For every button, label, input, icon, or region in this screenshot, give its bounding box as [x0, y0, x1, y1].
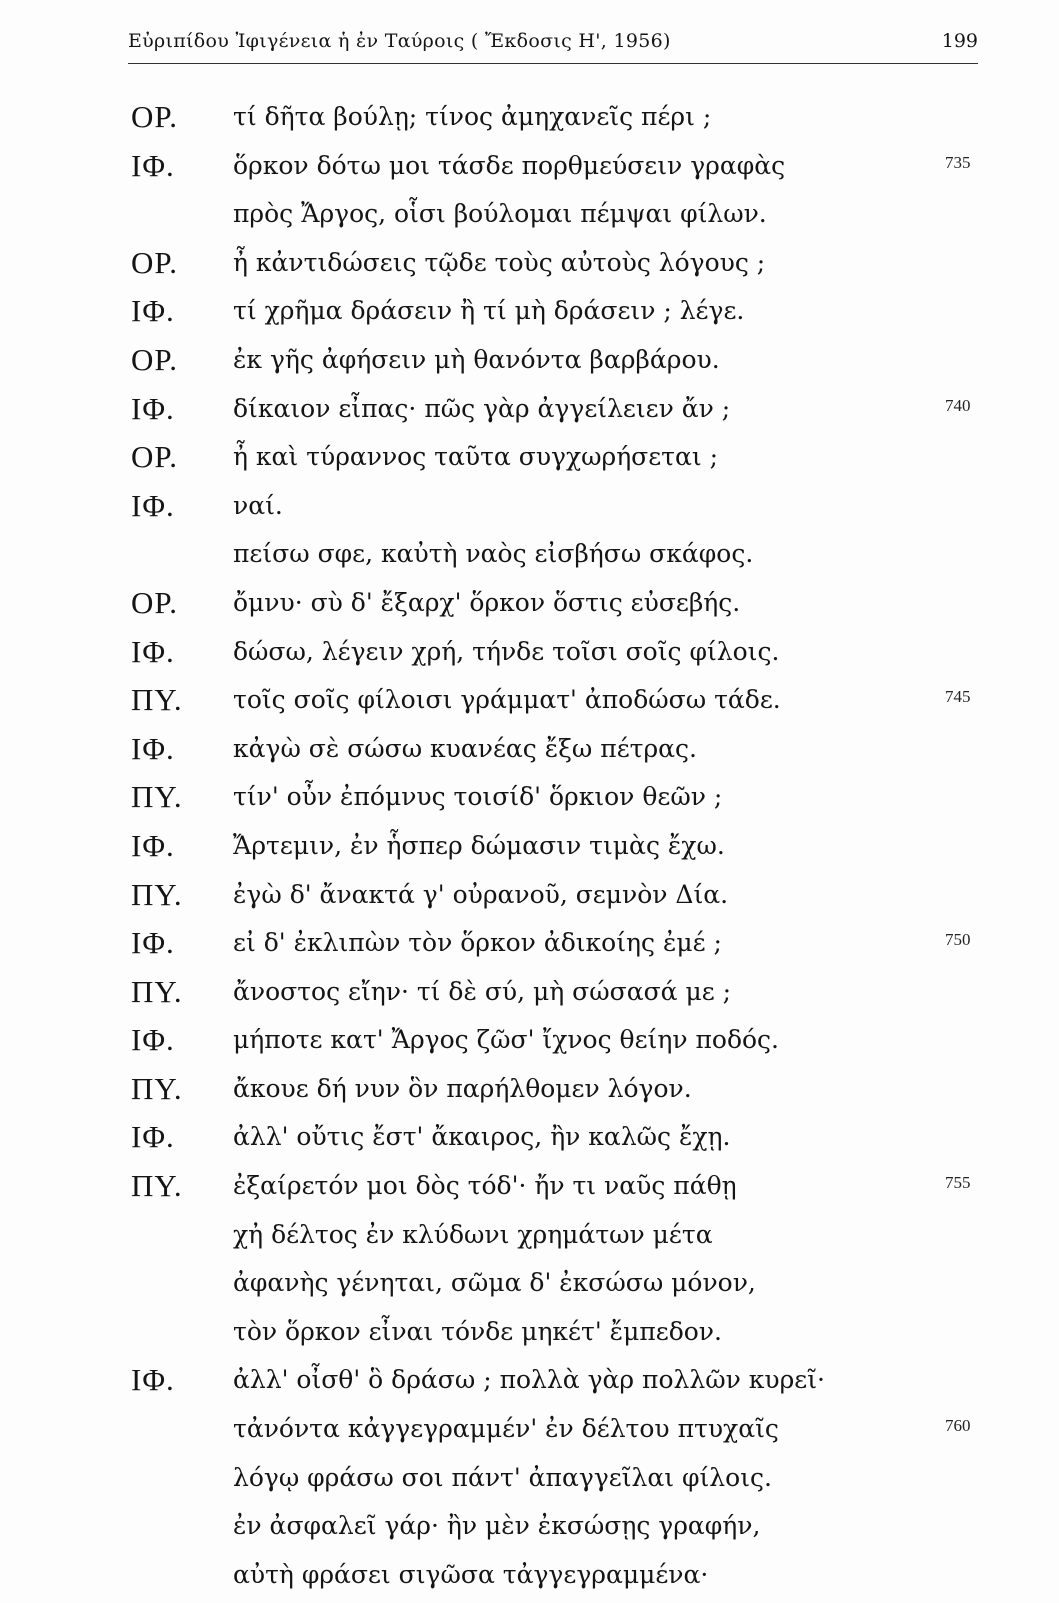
verse-text-line: ἐξαίρετόν μοι δὸς τόδ'· ἤν τι ναῦς πάθῃ — [233, 1171, 737, 1201]
verse-text-line: δίκαιον εἶπας· πῶς γὰρ ἀγγείλειεν ἄν ; — [233, 393, 731, 423]
verse-line — [0, 777, 1059, 826]
speaker-label: ΙΦ. — [131, 925, 175, 961]
verse-line — [0, 243, 1059, 292]
verse-text-line: ἄκουε δή νυν ὃν παρήλθομεν λόγον. — [233, 1073, 692, 1103]
verse-text-line: ἐγὼ δ' ἄνακτά γ' οὐρανοῦ, σεμνὸν Δία. — [233, 879, 729, 909]
verse-line — [0, 1215, 1059, 1264]
verse-line — [0, 923, 1059, 972]
verse-text-line: Ἄρτεμιν, ἐν ἧσπερ δώμασιν τιμὰς ἔχω. — [233, 830, 725, 860]
running-title: Εὐριπίδου Ἰφιγένεια ἡ ἐν Ταύροις ( Ἔκδοσις Η', 1956) — [128, 30, 671, 52]
verse-line — [0, 1312, 1059, 1361]
verse-text-line: ἀλλ' οἶσθ' ὃ δράσω ; πολλὰ γὰρ πολλῶν κυρεῖ· — [233, 1365, 825, 1395]
verse-text-line: αὐτὴ φράσει σιγῶσα τἀγγεγραμμένα· — [233, 1559, 709, 1589]
speaker-label: ΟΡ. — [131, 439, 178, 475]
verse-line — [0, 437, 1059, 486]
verse-text-line: τίν' οὖν ἐπόμνυς τοισίδ' ὅρκιον θεῶν ; — [233, 782, 723, 812]
verse-text-line: τοῖς σοῖς φίλοισι γράμματ' ἀποδώσω τάδε. — [233, 685, 781, 715]
line-number: 735 — [945, 152, 971, 172]
speaker-label: ΙΦ. — [131, 1362, 175, 1398]
verse-text-line: μήποτε κατ' Ἄργος ζῶσ' ἴχνος θείην ποδός. — [233, 1025, 780, 1055]
verse-line — [0, 291, 1059, 340]
verse-text-line: τί χρῆμα δράσειν ἢ τί μὴ δράσειν ; λέγε. — [233, 296, 745, 326]
speaker-label: ΠΥ. — [131, 779, 183, 815]
verse-text — [0, 97, 1059, 1603]
line-number: 740 — [945, 395, 971, 415]
verse-line — [0, 1555, 1059, 1603]
speaker-label: ΟΡ. — [131, 99, 178, 134]
verse-line — [0, 826, 1059, 875]
verse-line — [0, 1117, 1059, 1166]
speaker-label: ΙΦ. — [131, 147, 175, 183]
line-number: 755 — [945, 1173, 971, 1193]
verse-text-line: ἀλλ' οὔτις ἔστ' ἄκαιρος, ἢν καλῶς ἔχῃ. — [233, 1122, 731, 1152]
line-number: 760 — [945, 1416, 971, 1436]
verse-line — [0, 1458, 1059, 1507]
verse-text-line: πείσω σφε, καὐτὴ ναὸς εἰσβήσω σκάφος. — [233, 539, 754, 569]
verse-text-line: πρὸς Ἄργος, οἷσι βούλομαι πέμψαι φίλων. — [233, 199, 767, 229]
speaker-label: ΠΥ. — [131, 876, 183, 912]
verse-line — [0, 729, 1059, 778]
verse-line — [0, 1409, 1059, 1458]
verse-line — [0, 583, 1059, 632]
verse-line — [0, 1020, 1059, 1069]
verse-line — [0, 1263, 1059, 1312]
speaker-label: ΙΦ. — [131, 827, 175, 863]
verse-text-line: χἠ δέλτος ἐν κλύδωνι χρημάτων μέτα — [233, 1219, 713, 1249]
verse-text-line: ὄμνυ· σὺ δ' ἔξαρχ' ὅρκον ὅστις εὐσεβής. — [233, 587, 741, 617]
verse-text-line: ἐκ γῆς ἀφήσειν μὴ θανόντα βαρβάρου. — [233, 344, 720, 374]
header-rule — [128, 63, 978, 64]
verse-line — [0, 632, 1059, 681]
verse-line — [0, 534, 1059, 583]
page-number: 199 — [941, 30, 978, 52]
speaker-label: ΟΡ. — [131, 584, 178, 620]
verse-text-line: ἐν ἀσφαλεῖ γάρ· ἢν μὲν ἐκσώσῃς γραφήν, — [233, 1511, 761, 1541]
speaker-label: ΙΦ. — [131, 1022, 175, 1058]
speaker-label: ΙΦ. — [131, 633, 175, 669]
verse-line — [0, 1069, 1059, 1118]
verse-line — [0, 97, 1059, 146]
verse-line — [0, 875, 1059, 924]
verse-text-line: ἀφανὴς γένηται, σῶμα δ' ἐκσώσω μόνον, — [233, 1268, 756, 1298]
verse-line — [0, 1360, 1059, 1409]
verse-text-line: τἀνόντα κἀγγεγραμμέν' ἐν δέλτου πτυχαῖς — [233, 1414, 779, 1444]
speaker-label: ΙΦ. — [131, 390, 175, 426]
verse-line — [0, 194, 1059, 243]
line-number: 750 — [945, 930, 971, 950]
verse-text-line: λόγῳ φράσω σοι πάντ' ἀπαγγεῖλαι φίλοις. — [233, 1462, 772, 1492]
verse-line — [0, 389, 1059, 438]
speaker-label: ΠΥ. — [131, 973, 183, 1009]
speaker-label: ΠΥ. — [131, 1070, 183, 1106]
speaker-label: ΠΥ. — [131, 682, 183, 718]
verse-line — [0, 1166, 1059, 1215]
running-head — [128, 26, 978, 60]
speaker-label: ΙΦ. — [131, 293, 175, 329]
verse-line — [0, 340, 1059, 389]
verse-text-line: ἦ κἀντιδώσεις τῷδε τοὺς αὐτοὺς λόγους ; — [233, 247, 766, 277]
verse-text-line: εἰ δ' ἐκλιπὼν τὸν ὅρκον ἀδικοίης ἐμέ ; — [233, 928, 722, 958]
verse-text-line: τὸν ὅρκον εἶναι τόνδε μηκέτ' ἔμπεδον. — [233, 1316, 722, 1346]
speaker-label: ΙΦ. — [131, 730, 175, 766]
verse-text-line: ἄνοστος εἴην· τί δὲ σύ, μὴ σώσασά με ; — [233, 976, 732, 1006]
verse-text-line: ὅρκον δότω μοι τάσδε πορθμεύσειν γραφὰς — [233, 150, 786, 180]
speaker-label: ΙΦ. — [131, 487, 175, 523]
verse-text-line: ἦ καὶ τύραννος ταῦτα συγχωρήσεται ; — [233, 442, 719, 472]
verse-text-line: ναί. — [233, 490, 283, 520]
verse-line — [0, 972, 1059, 1021]
line-number: 745 — [945, 687, 971, 707]
speaker-label: ΠΥ. — [131, 1168, 183, 1204]
verse-line — [0, 1506, 1059, 1555]
verse-text-line: κἀγὼ σὲ σώσω κυανέας ἔξω πέτρας. — [233, 733, 698, 763]
verse-line — [0, 680, 1059, 729]
speaker-label: ΟΡ. — [131, 341, 178, 377]
speaker-label: ΙΦ. — [131, 1119, 175, 1155]
speaker-label: ΟΡ. — [131, 244, 178, 280]
verse-line — [0, 146, 1059, 195]
verse-line — [0, 486, 1059, 535]
verse-text-line: δώσω, λέγειν χρή, τήνδε τοῖσι σοῖς φίλοις. — [233, 636, 780, 666]
verse-text-line: τί δῆτα βούλῃ; τίνος ἀμηχανεῖς πέρι ; — [233, 102, 712, 131]
